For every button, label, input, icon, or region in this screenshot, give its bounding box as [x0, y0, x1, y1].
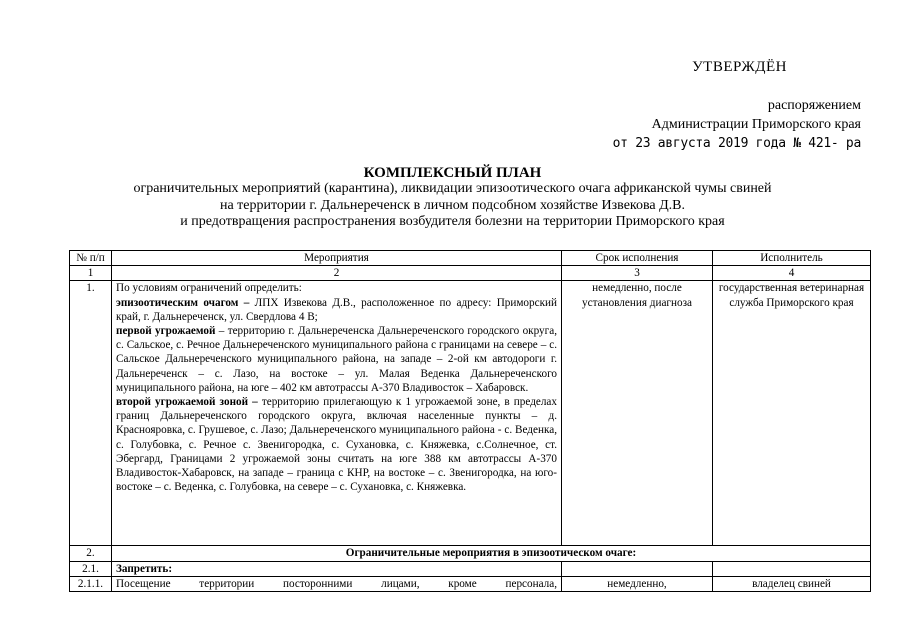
row-executor: владелец свиней — [713, 576, 871, 591]
plan-title: КОМПЛЕКСНЫЙ ПЛАН — [363, 165, 542, 181]
zone2-label: второй угрожаемой зоной – — [116, 396, 258, 409]
row-measure — [112, 281, 562, 546]
row-executor: государственная ветеринарная служба Приморского края — [713, 281, 871, 546]
table-row — [70, 576, 871, 591]
row-executor — [713, 561, 871, 576]
table-row — [70, 546, 871, 561]
section-heading-text: Ограничительные мероприятия в эпизоотическом очаге: — [345, 547, 637, 560]
table-row — [70, 561, 871, 576]
col-number-4: 4 — [713, 266, 871, 281]
row-deadline: немедленно, после установления диагноза — [562, 281, 713, 546]
header-deadline: Срок исполнения — [562, 251, 713, 266]
plan-table — [69, 250, 871, 592]
row-number: 2.1. — [70, 561, 112, 576]
row-number: 2.1.1. — [70, 576, 112, 591]
approval-block — [613, 58, 861, 153]
subsection-heading: Запретить: — [116, 562, 173, 575]
focus-label: эпизоотическим очагом – — [116, 296, 250, 309]
approval-line-1: распоряжением — [767, 98, 861, 113]
row-number: 2. — [70, 546, 112, 561]
subtitle-line-3: и предотвращения распространения возбудителя болезни на территории Приморского края — [180, 214, 725, 229]
column-number-row — [70, 266, 871, 281]
approval-title: УТВЕРЖДЁН — [692, 59, 787, 75]
col-number-2: 2 — [112, 266, 562, 281]
row-number: 1. — [70, 281, 112, 546]
section-heading — [112, 546, 871, 561]
approval-line-2: Администрации Приморского края — [651, 117, 861, 132]
row-measure: Посещение территории посторонними лицами, кроме персонала, — [112, 576, 562, 591]
plan-subtitle — [0, 181, 905, 231]
subtitle-line-2: на территории г. Дальнереченск в личном подсобном хозяйстве Извекова Д.В. — [219, 197, 686, 213]
header-num: № п/п — [70, 251, 112, 266]
zone2-text: территорию прилегающую к 1 угрожаемой зоне, в пределах границ Дальнереченского городского округа, включая населенные пункты – д. Краснояровка, с. Грушевое, с. Лазо; Дальнереченского муниципального района - с. Веденка, с. Голубовка, с. Речное с. Звенигородка, с. Сухановка, с. Княжевка, с.Солнечное, ст. Эбергард, Границами 2 угрожаемой зоны считать на юге 388 км автотрассы А-370 Владивосток-Хабаровск, на западе – граница с КНР, на востоке – с. Звенигородка, на юго-востоке – с. Веденка, с. Голубовка, на севере – с. Сухановка, с. Княжевка. — [116, 396, 557, 494]
col-number-1: 1 — [70, 266, 112, 281]
subtitle-line-1: ограничительных мероприятий (карантина), ликвидации эпизоотического очага африканской чумы свиней — [133, 181, 772, 196]
header-row — [70, 251, 871, 266]
zone1-text: – территорию г. Дальнереченска Дальнереченского городского округа, с. Сальское, с. Речное Дальнереченского муниципального района с границами на севере – с. Сальское Дальнереченского муниципального района, на западе – 2-ой км автодороги г. Дальнереченск – с. Лазо, на востоке – ул. Малая Веденка Дальнереченского муниципального района, на юге – 402 км автотрассы А-370 Владивосток – Хабаровск. — [116, 325, 557, 394]
col-number-3: 3 — [562, 266, 713, 281]
header-executor: Исполнитель — [713, 251, 871, 266]
table-row — [70, 281, 871, 546]
focus-text: ЛПХ Извекова Д.В., расположенное по адресу: Приморский край, г. Дальнереченск, ул. Свердлова 4 В; — [116, 296, 557, 323]
row-measure — [112, 561, 562, 576]
zone1-label: первой угрожаемой — [116, 325, 216, 338]
approval-date: от 23 августа 2019 года № 421- ра — [612, 136, 861, 151]
header-measures: Мероприятия — [112, 251, 562, 266]
row-deadline — [562, 561, 713, 576]
row1-intro: По условиям ограничений определить: — [116, 282, 302, 295]
row-deadline: немедленно, — [562, 576, 713, 591]
